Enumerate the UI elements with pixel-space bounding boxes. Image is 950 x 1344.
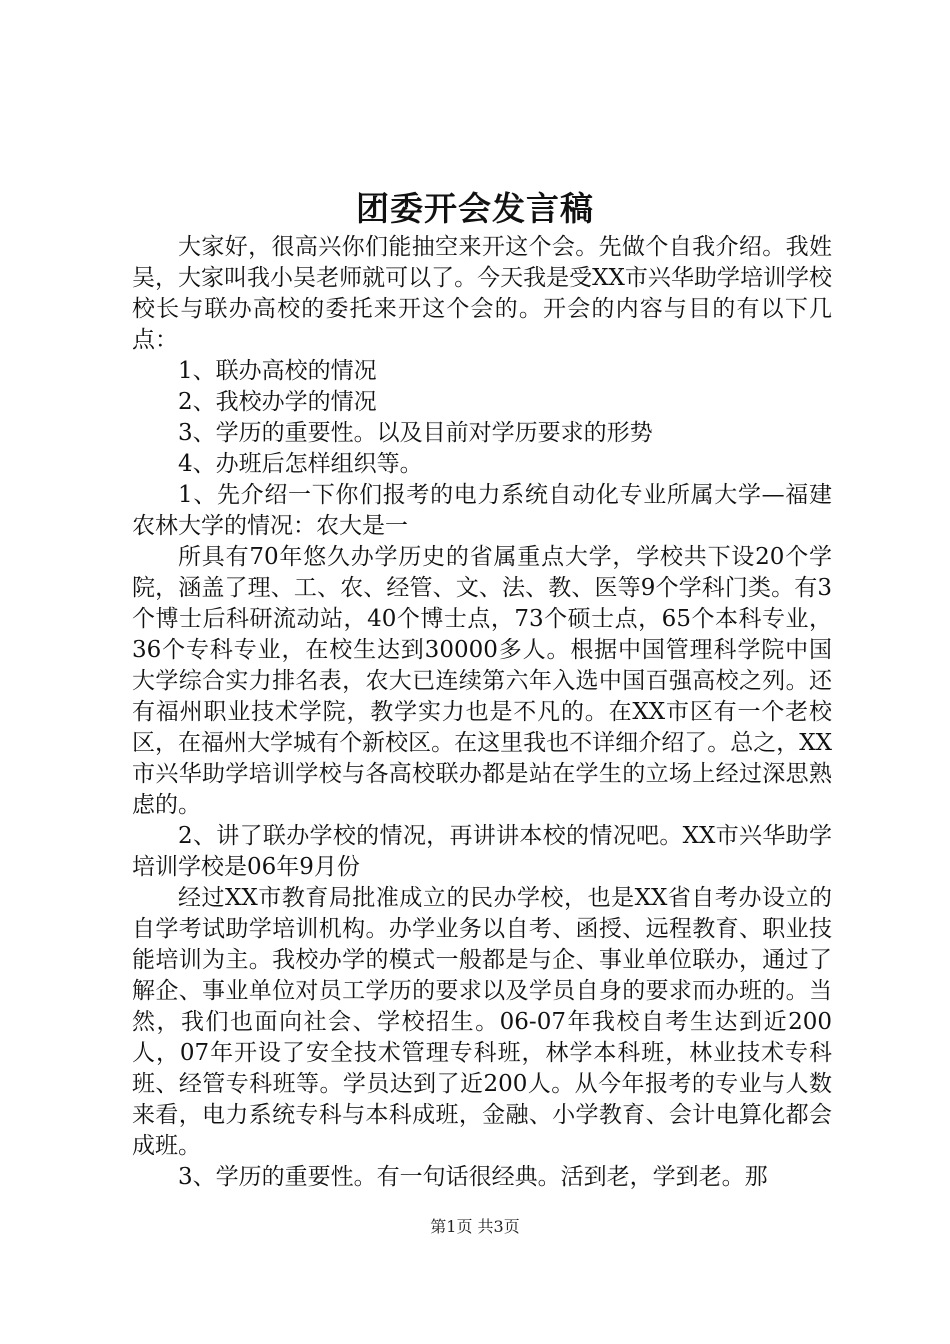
paragraph-university-intro: 1、先介绍一下你们报考的电力系统自动化专业所属大学—福建农林大学的情况：农大是一 (132, 482, 832, 539)
list-item-3: 3、学历的重要性。以及目前对学历要求的形势 (178, 420, 653, 446)
list-item-4: 4、办班后怎样组织等。 (178, 451, 423, 477)
paragraph-intro: 大家好，很高兴你们能抽空来开这个会。先做个自我介绍。我姓吴，大家叫我小吴老师就可以了。今天我是受XX市兴华助学培训学校校长与联办高校的委托来开这个会的。开会的内容与目的有以下几点： (132, 234, 832, 353)
document-title: 团委开会发言稿 (356, 189, 594, 228)
paragraph-school-intro: 2、讲了联办学校的情况，再讲讲本校的情况吧。XX市兴华助学培训学校是06年9月份 (132, 823, 832, 880)
page-footer: 第1页 共3页 (430, 1217, 520, 1236)
paragraph-university-details: 所具有70年悠久办学历史的省属重点大学，学校共下设20个学院，涵盖了理、工、农、经管、文、法、教、医等9个学科门类。有3个博士后科研流动站，40个博士点，73个硕士点，65个本科专业，36个专科专业，在校生达到30000多人。根据中国管理科学院中国大学综合实力排名表，农大已连续第六年入选中国百强高校之列。还有福州职业技术学院，教学实力也是不凡的。在XX市区有一个老校区，在福州大学城有个新校区。在这里我也不详细介绍了。总之，XX市兴华助学培训学校与各高校联办都是站在学生的立场上经过深思熟虑的。 (132, 544, 832, 818)
list-item-1: 1、联办高校的情况 (178, 358, 377, 384)
document-body (132, 232, 832, 1193)
paragraph-school-details: 经过XX市教育局批准成立的民办学校，也是XX省自考办设立的自学考试助学培训机构。办学业务以自考、函授、远程教育、职业技能培训为主。我校办学的模式一般都是与企、事业单位联办，通过了解企、事业单位对员工学历的要求以及学员自身的要求而办班的。当然，我们也面向社会、学校招生。06-07年我校自考生达到近200人，07年开设了安全技术管理专科班，林学本科班，林业技术专科班、经管专科班等。学员达到了近200人。从今年报考的专业与人数来看，电力系统专科与本科成班，金融、小学教育、会计电算化都会成班。 (132, 885, 832, 1159)
list-item-2: 2、我校办学的情况 (178, 389, 377, 415)
paragraph-education-importance: 3、学历的重要性。有一句话很经典。活到老，学到老。那 (178, 1164, 768, 1190)
